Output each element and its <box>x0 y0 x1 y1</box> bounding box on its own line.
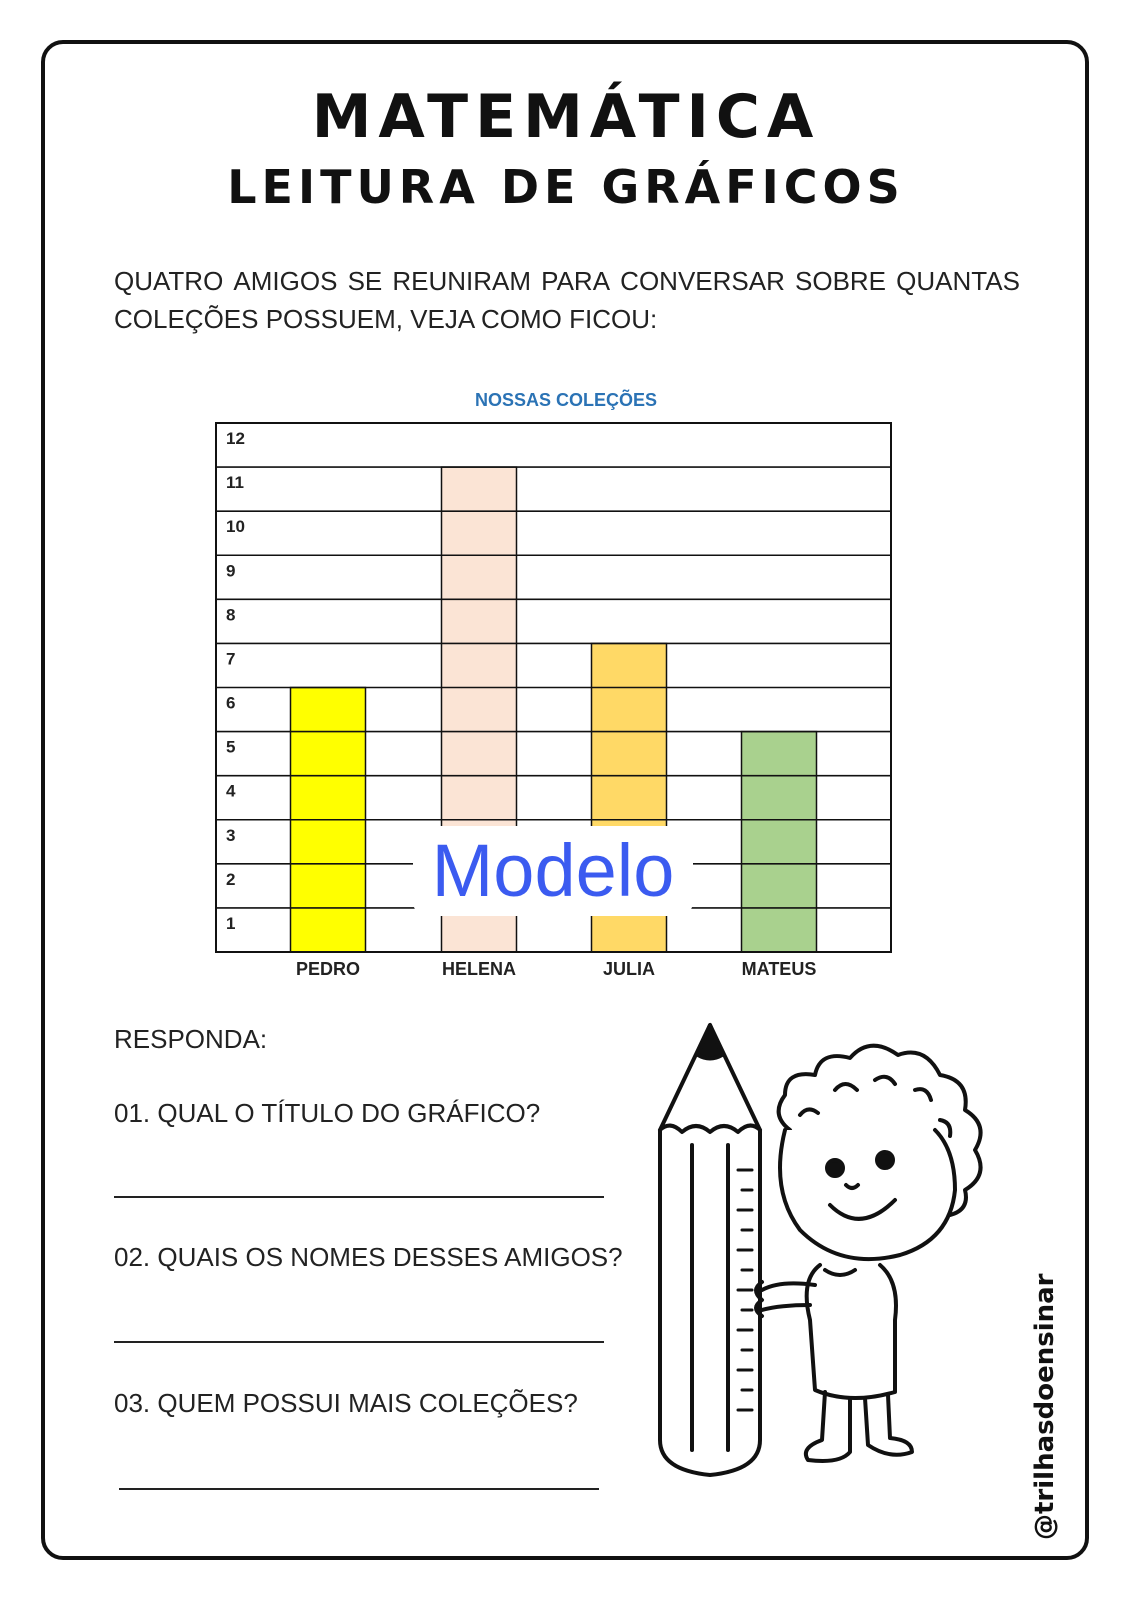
y-tick-label: 8 <box>226 605 236 625</box>
y-tick-label: 6 <box>226 693 236 713</box>
bar <box>742 732 817 952</box>
page-title: MATEMÁTICA <box>311 82 821 152</box>
y-tick-label: 1 <box>226 913 236 933</box>
category-label: JULIA <box>602 959 656 979</box>
question-2: 02. QUAIS OS NOMES DESSES AMIGOS? <box>114 1242 623 1272</box>
y-tick-label: 11 <box>226 473 244 493</box>
watermark: Modelo <box>413 826 693 916</box>
chart-title: NOSSAS COLEÇÕES <box>474 390 658 410</box>
intro-word: SOBRE <box>795 266 887 296</box>
y-tick-label: 4 <box>226 781 236 801</box>
y-tick-label: 5 <box>226 737 236 757</box>
y-tick-label: 12 <box>226 429 245 448</box>
category-label: PEDRO <box>295 959 361 979</box>
intro-word: QUATRO <box>114 266 224 296</box>
intro-word: AMIGOS <box>233 266 338 296</box>
y-tick-label: 7 <box>226 649 236 669</box>
intro-word: SE <box>347 266 383 296</box>
intro-word: QUANTAS <box>896 266 1020 296</box>
answer-line-2[interactable] <box>114 1341 604 1343</box>
y-tick-label: 2 <box>226 869 236 889</box>
y-tick-label: 3 <box>226 825 236 845</box>
boy-with-pencil-illustration <box>650 1020 1010 1480</box>
y-tick-label: 10 <box>226 517 245 537</box>
page-subtitle: LEITURA DE GRÁFICOS <box>227 160 905 214</box>
intro-line-2: COLEÇÕES POSSUEM, VEJA COMO FICOU: <box>114 304 658 334</box>
answer-line-3[interactable] <box>119 1488 599 1490</box>
intro-word: PARA <box>541 266 611 296</box>
question-1: 01. QUAL O TÍTULO DO GRÁFICO? <box>114 1098 541 1128</box>
answer-line-1[interactable] <box>114 1196 604 1198</box>
question-3: 03. QUEM POSSUI MAIS COLEÇÕES? <box>114 1388 578 1418</box>
category-label: HELENA <box>441 959 517 979</box>
author-handle: @trilhasdoensinar <box>1030 1273 1060 1540</box>
y-tick-label: 9 <box>226 561 236 581</box>
intro-word: CONVERSAR <box>620 266 785 296</box>
intro-word: REUNIRAM <box>392 266 532 296</box>
questions-header: RESPONDA: <box>114 1024 268 1054</box>
category-label: MATEUS <box>741 959 817 979</box>
